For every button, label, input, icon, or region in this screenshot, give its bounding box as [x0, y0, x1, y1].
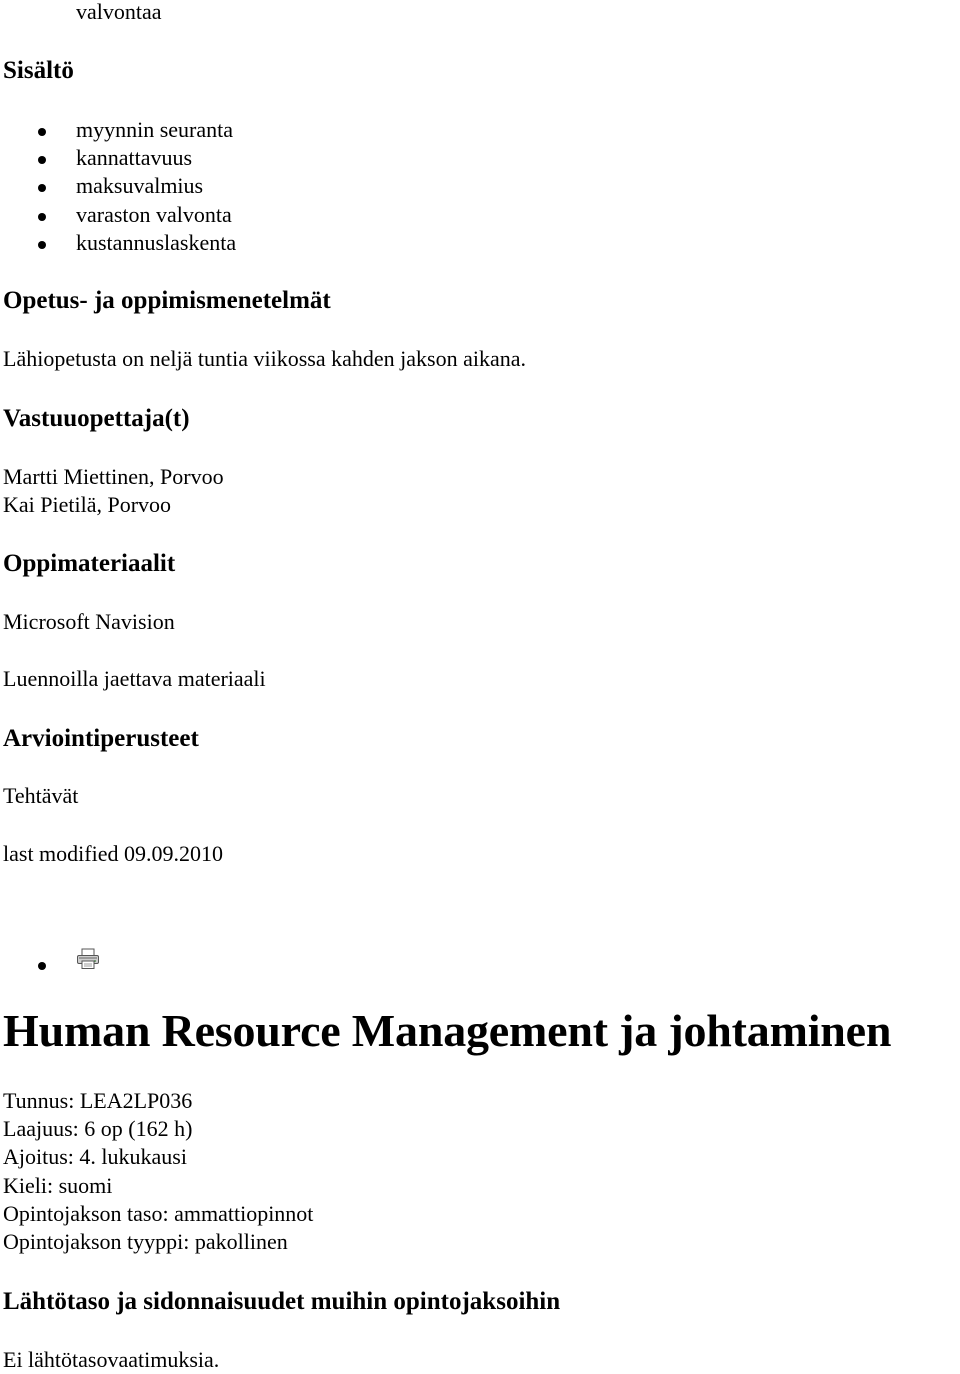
course-kieli: Kieli: suomi — [3, 1173, 113, 1198]
top-fragment-text: valvontaa — [76, 0, 162, 24]
lahtotaso-text: Ei lähtötasovaatimuksia. — [3, 1347, 220, 1372]
section-heading-sisalto: Sisältö — [3, 57, 74, 84]
list-item: maksuvalmius — [0, 172, 236, 200]
material-line: Microsoft Navision — [3, 609, 175, 634]
teacher-line: Kai Pietilä, Porvoo — [3, 492, 172, 517]
section-heading-lahtotaso: Lähtötaso ja sidonnaisuudet muihin opintojaksoihin — [3, 1288, 561, 1315]
course-tyyppi: Opintojakson tyyppi: pakollinen — [3, 1229, 288, 1254]
section-heading-opetus: Opetus- ja oppimismenetelmät — [3, 287, 331, 314]
section-heading-arviointi: Arviointiperusteet — [3, 725, 199, 752]
sisalto-list — [0, 116, 236, 257]
section-heading-materiaalit: Oppimateriaalit — [3, 550, 176, 577]
section-heading-vastuu: Vastuuopettaja(t) — [3, 405, 190, 432]
course-taso: Opintojakson taso: ammattiopinnot — [3, 1201, 314, 1226]
print-list-item — [0, 948, 200, 976]
course-title: Human Resource Management ja johtaminen — [3, 1005, 892, 1056]
course-tunnus: Tunnus: LEA2LP036 — [3, 1088, 193, 1113]
arviointi-text: Tehtävät — [3, 783, 79, 808]
last-modified: last modified 09.09.2010 — [3, 841, 223, 866]
teacher-line: Martti Miettinen, Porvoo — [3, 464, 224, 489]
course-laajuus: Laajuus: 6 op (162 h) — [3, 1116, 193, 1141]
list-item: kustannuslaskenta — [0, 229, 236, 257]
list-item: kannattavuus — [0, 144, 236, 172]
list-item: varaston valvonta — [0, 201, 236, 229]
material-line: Luennoilla jaettava materiaali — [3, 666, 266, 691]
bullet — [38, 962, 46, 970]
printer-icon[interactable] — [76, 948, 100, 970]
list-item: myynnin seuranta — [0, 116, 236, 144]
course-ajoitus: Ajoitus: 4. lukukausi — [3, 1144, 187, 1169]
opetus-text: Lähiopetusta on neljä tuntia viikossa kahden jakson aikana. — [3, 346, 526, 371]
